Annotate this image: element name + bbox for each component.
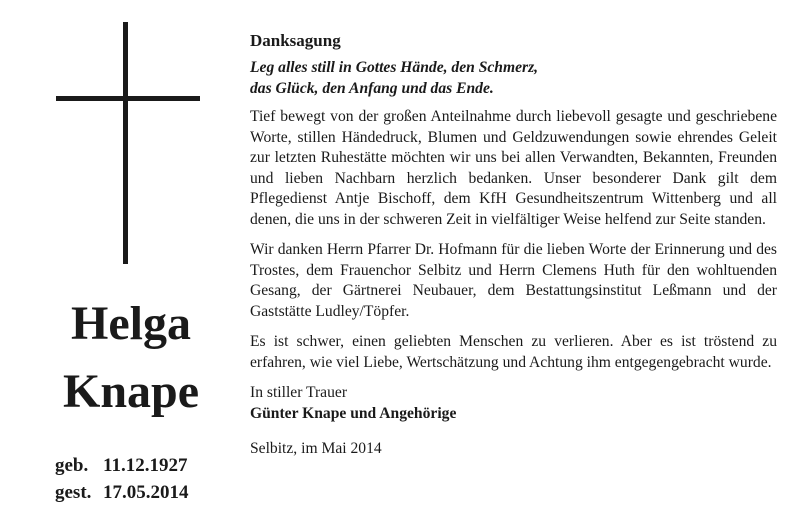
thanks-paragraph: Tief bewegt von der großen Anteilnahme durch liebevoll gesagte und geschriebene Worte, stillen Händedruck, Blumen und Geldzuwendungen sowie ehrendes Geleit zur letzten Ruhestätte möchten wir uns bei allen Verwandten, Bekannten, Freunden und lieben Nachbarn herzlich bedanken. Unser besonderer Dank gilt dem Pflegedienst Antje Bischoff, dem KfH Gesundheitszentrum Wittenberg und all denen, die uns in der schweren Zeit in vielfältiger Weise helfend zur Seite standen. <box>250 108 777 228</box>
born-date: 11.12.1927 <box>103 455 188 476</box>
last-name: Knape <box>62 365 200 418</box>
died-date: 17.05.2014 <box>103 482 189 503</box>
comfort-paragraph: Es ist schwer, einen geliebten Menschen zu verlieren. Aber es ist tröstend zu erfahren, wie viel Liebe, Wertschätzung und Achtung ihm entgegengebracht wurde. <box>250 333 777 371</box>
notice-heading: Danksagung <box>250 31 341 50</box>
verse-line: das Glück, den Anfang und das Ende. <box>250 79 494 97</box>
place-date: Selbitz, im Mai 2014 <box>250 440 382 457</box>
notice-text <box>250 30 777 460</box>
verse-line: Leg alles still in Gottes Hände, den Schmerz, <box>250 59 539 76</box>
verse <box>250 58 777 99</box>
life-dates <box>55 452 189 506</box>
cross-icon <box>56 22 200 264</box>
died-label: gest. <box>55 482 92 503</box>
thanks-paragraph: Wir danken Herrn Pfarrer Dr. Hofmann für die lieben Worte der Erinnerung und des Trostes, dem Frauenchor Selbitz und Herrn Clemens Huth für den wohltuenden Gesang, der Gärtnerei Neubauer, dem Bestattungsinstitut Leßmann und der Gaststätte Ludley/Töpfer. <box>250 241 777 320</box>
first-name: Helga <box>71 297 191 350</box>
death-row <box>55 479 189 506</box>
closing-line: In stiller Trauer <box>250 384 348 401</box>
birth-row <box>55 452 189 479</box>
born-label: geb. <box>55 455 89 476</box>
signature: Günter Knape und Angehörige <box>250 404 457 422</box>
